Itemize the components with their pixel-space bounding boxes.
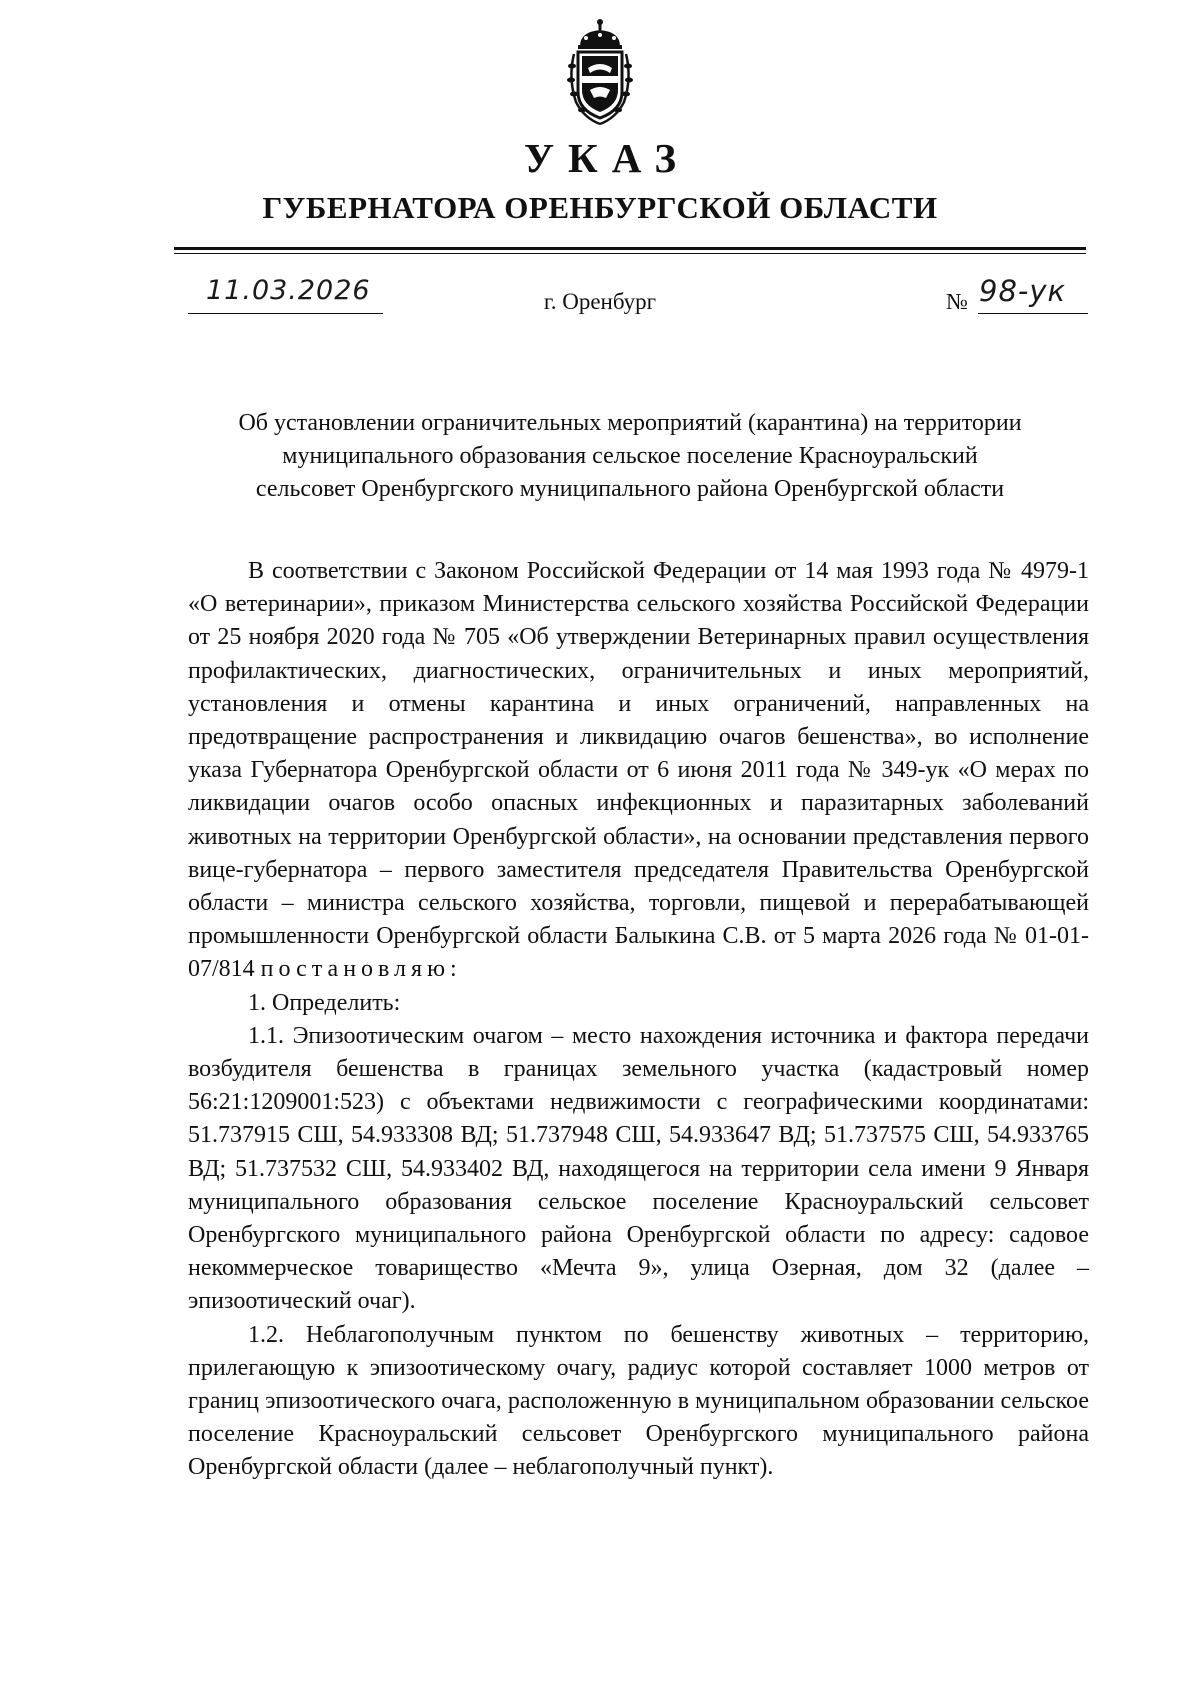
date-handwritten: 11.03.2026 xyxy=(206,275,371,306)
item-1-2: 1.2. Неблагополучным пунктом по бешенству животных – территорию, прилегающую к эпизоотическому очагу, радиус которой составляет 1000 метров от границ эпизоотического очага, расположенную в муниципальном образовании сельское поселение Красноуральский сельсовет Оренбургского муниципального района Оренбургской области (далее – неблагополучный пункт). xyxy=(188,1321,1089,1481)
heading-line: муниципального образования сельское поселение Красноуральский xyxy=(282,443,978,469)
decree-word: постановляю: xyxy=(260,956,462,983)
decree-heading xyxy=(170,407,1090,506)
heading-line: Об установлении ограничительных мероприятий (карантина) на территории xyxy=(238,410,1022,436)
item-1: 1. Определить: xyxy=(248,989,401,1016)
intro-text: В соответствии с Законом Российской Федерации от 14 мая 1993 года № 4979-1 «О ветеринарии», приказом Министерства сельского хозяйства Российской Федерации от 25 ноября 2020 года № 705 «Об утверждении Ветеринарных правил осуществления профилактических, диагностических, ограничительных и иных мероприятий, установления и отмены карантина и иных ограничений, направленных на предотвращение распространения и ликвидацию очагов бешенства», во исполнение указа Губернатора Оренбургской области от 6 июня 2011 года № 349-ук «О мерах по ликвидации очагов особо опасных инфекционных и паразитарных заболеваний животных на территории Оренбургской области», на основании представления первого вице-губернатора – первого заместителя председателя Правительства Оренбургской области – министра сельского хозяйства, торговли, пищевой и перерабатывающей промышленности Оренбургской области Балыкина С.В. от 5 марта 2026 года № 01-01-07/814 xyxy=(188,558,1089,983)
decree-body xyxy=(188,555,1089,1485)
item-1-1: 1.1. Эпизоотическим очагом – место нахождения источника и фактора передачи возбудителя бешенства в границах земельного участка (кадастровый номер 56:21:1209001:523) с объектами недвижимости с географическими координатами: 51.737915 СШ, 54.933308 ВД; 51.737948 СШ, 54.933647 ВД; 51.737575 СШ, 54.933765 ВД; 51.737532 СШ, 54.933402 ВД, находящегося на территории села имени 9 Января муниципального образования сельское поселение Красноуральский сельсовет Оренбургского муниципального района Оренбургской области по адресу: садовое некоммерческое товарищество «Мечта 9», улица Озерная, дом 32 (далее – эпизоотический очаг). xyxy=(188,1022,1089,1315)
number-sign: № xyxy=(946,289,968,314)
header-rule-thin xyxy=(174,253,1086,254)
coat-of-arms-icon xyxy=(566,18,634,128)
city-name: г. Оренбург xyxy=(543,289,657,314)
intro-paragraph xyxy=(188,555,1089,987)
document-subtitle: ГУБЕРНАТОРА ОРЕНБУРГСКОЙ ОБЛАСТИ xyxy=(262,190,938,225)
decree-number xyxy=(946,276,1096,324)
heading-line: сельсовет Оренбургского муниципального района Оренбургской области xyxy=(255,476,1005,502)
header-rule-thick xyxy=(174,247,1086,250)
number-underline xyxy=(978,313,1088,314)
document-title: УКАЗ xyxy=(523,135,691,181)
number-handwritten: 98-ук xyxy=(979,274,1067,308)
